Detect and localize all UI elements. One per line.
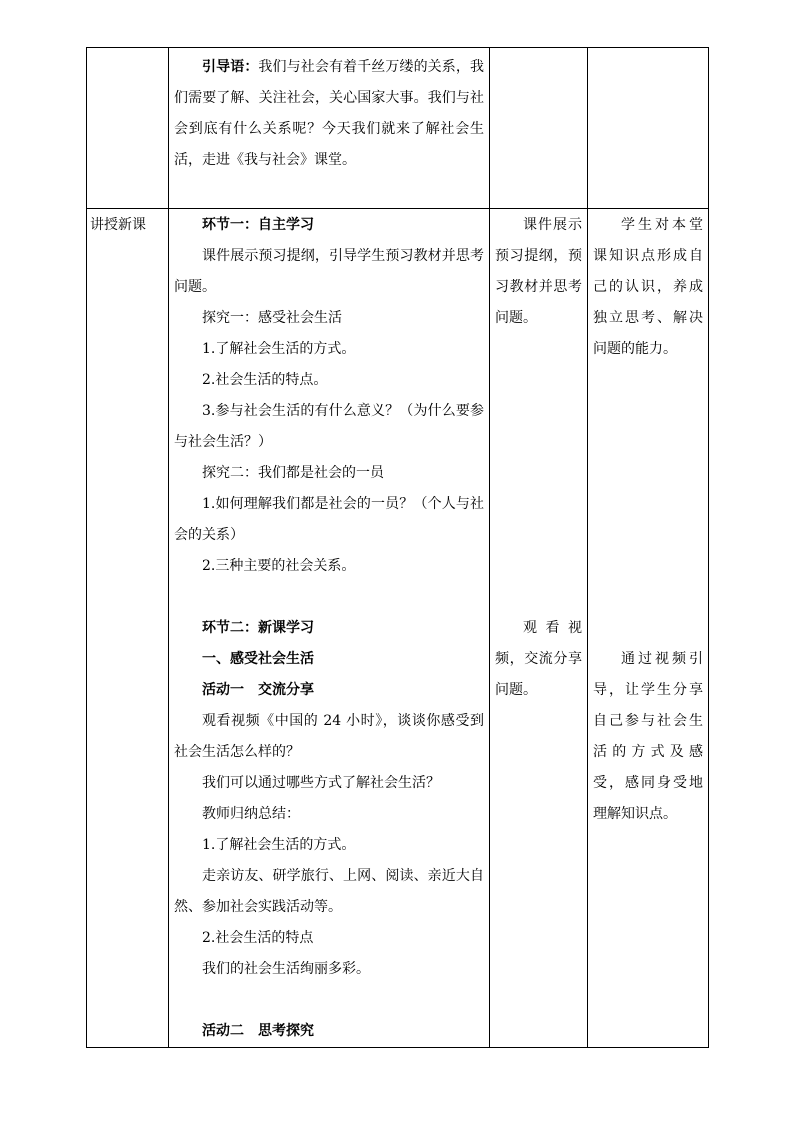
link2-line: 2.社会生活的特点 bbox=[202, 930, 314, 946]
link2-line: 观看视频《中国的 24 小时》，谈谈你感受到社会生活怎么样的？ bbox=[174, 713, 484, 760]
link1-line: 探究二：我们都是社会的一员 bbox=[202, 465, 384, 481]
link2-line: 教师归纳总结： bbox=[202, 806, 300, 822]
spacer bbox=[169, 985, 489, 1016]
design-intent-cell bbox=[588, 209, 709, 1048]
link2-line: 我们的社会生活绚丽多彩。 bbox=[202, 961, 370, 977]
design-intent-2: 通过视频引导，让学生分享自己参与社会生活的方式及感受，感同身受地理解知识点。 bbox=[593, 651, 703, 822]
section-label: 讲授新课 bbox=[90, 217, 146, 233]
link1-line: 3.参与社会生活的有什么意义？（为什么要参与社会生活？） bbox=[174, 403, 484, 450]
link2-subheading: 一、感受社会生活 bbox=[202, 651, 314, 667]
link2-title: 环节二：新课学习 bbox=[202, 620, 314, 636]
link1-line: 课件展示预习提纲，引导学生预习教材并思考问题。 bbox=[174, 248, 484, 295]
link1-line: 1.了解社会生活的方式。 bbox=[202, 341, 356, 357]
student-activity-cell bbox=[490, 209, 588, 1048]
link2-line: 1.了解社会生活的方式。 bbox=[202, 837, 356, 853]
intro-lead: 引导语： bbox=[202, 59, 259, 75]
design-intent-1: 学生对本堂课知识点形成自己的认识，养成独立思考、解决问题的能力。 bbox=[593, 217, 703, 357]
activity-one-heading: 活动一 交流分享 bbox=[202, 682, 314, 698]
spacer bbox=[490, 334, 587, 613]
link1-line: 2.社会生活的特点。 bbox=[202, 372, 328, 388]
link1-line: 探究一：感受社会生活 bbox=[202, 310, 342, 326]
intro-intent-cell bbox=[588, 48, 709, 209]
link2-line: 我们可以通过哪些方式了解社会生活？ bbox=[202, 775, 440, 791]
activity-two-heading: 活动二 思考探究 bbox=[202, 1023, 314, 1039]
intro-row bbox=[87, 48, 709, 209]
link1-line: 1.如何理解我们都是社会的一员？（个人与社会的关系） bbox=[174, 496, 484, 543]
spacer bbox=[169, 582, 489, 613]
spacer bbox=[588, 365, 708, 644]
intro-content-cell bbox=[169, 48, 490, 209]
lesson-plan-table bbox=[86, 47, 709, 1048]
link1-title: 环节一：自主学习 bbox=[202, 217, 314, 233]
intro-student-cell bbox=[490, 48, 588, 209]
link1-line: 2.三种主要的社会关系。 bbox=[202, 558, 356, 574]
teaching-row bbox=[87, 209, 709, 1048]
teaching-content-cell bbox=[169, 209, 490, 1048]
intro-paragraph bbox=[169, 48, 489, 176]
student-activity-1: 课件展示预习提纲，预习教材并思考问题。 bbox=[495, 217, 582, 326]
student-activity-2: 观看视频，交流分享问题。 bbox=[495, 620, 582, 698]
intro-label-cell bbox=[87, 48, 169, 209]
link2-line: 走亲访友、研学旅行、上网、阅读、亲近大自然、参加社会实践活动等。 bbox=[174, 868, 484, 915]
intro-text: 我们与社会有着千丝万缕的关系，我们需要了解、关注社会，关心国家大事。我们与社会到底有什么关系呢？今天我们就来了解社会生活，走进《我与社会》课堂。 bbox=[174, 59, 484, 168]
section-label-cell bbox=[87, 209, 169, 1048]
